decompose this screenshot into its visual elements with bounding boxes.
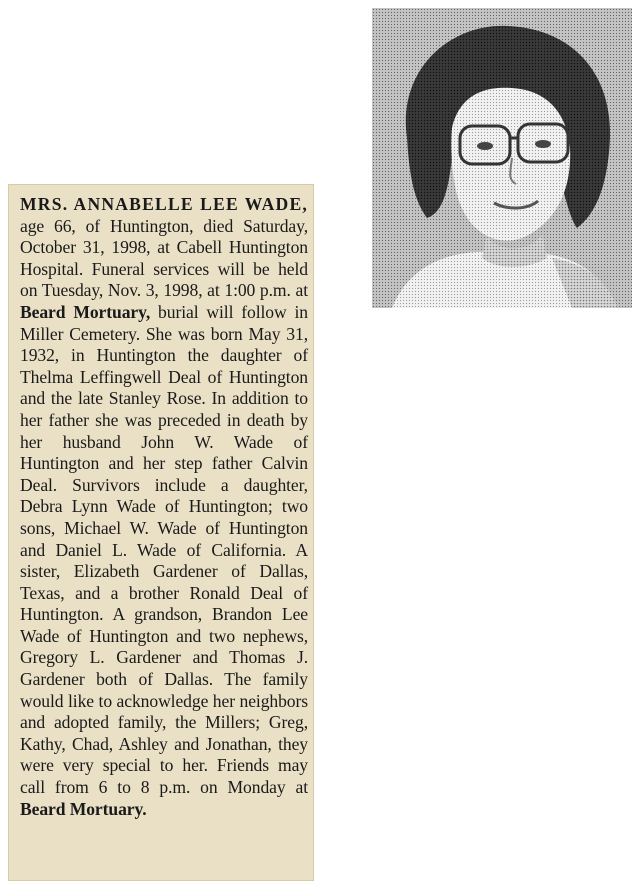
obituary-text (20, 194, 308, 820)
obituary-clipping (8, 184, 314, 881)
mortuary-name: Beard Mortuary, (20, 301, 151, 322)
portrait-photo (372, 8, 632, 308)
portrait-illustration (372, 8, 632, 308)
obituary-body: burial will follow in Miller Cemetery. She was born May 31, 1932, in Huntington the daughter of Thelma Leffingwell Deal of Huntington and the late Stanley Rose. In addition to her father she was preceded in death by her husband John W. Wade of Huntington and her step father Calvin Deal. Survivors include a daughter, Debra Lynn Wade of Huntington; two sons, Michael W. Wade of Huntington and Daniel L. Wade of California. A sister, Elizabeth Gardener of Dallas, Texas, and a brother Ronald Deal of Huntington. A grandson, Brandon Lee Wade of Huntington and two nephews, Gregory L. Gardener and Thomas J. Gardener both of Dallas. The family would like to acknowledge her neighbors and adopted family, the Millers; Greg, Kathy, Chad, Ashley and Jonathan, they were very special to her. Friends may call from 6 to 8 p.m. on Monday at (20, 301, 308, 798)
obituary-intro: age 66, of Huntington, died Saturday, October 31, 1998, at Cabell Huntington Hospital. Funeral services will be held on Tuesday, Nov. 3, 1998, at 1:00 p.m. at (20, 215, 308, 301)
closing-mortuary-name: Beard Mortuary. (20, 798, 147, 819)
deceased-name: MRS. ANNABELLE LEE WADE, (20, 194, 308, 214)
